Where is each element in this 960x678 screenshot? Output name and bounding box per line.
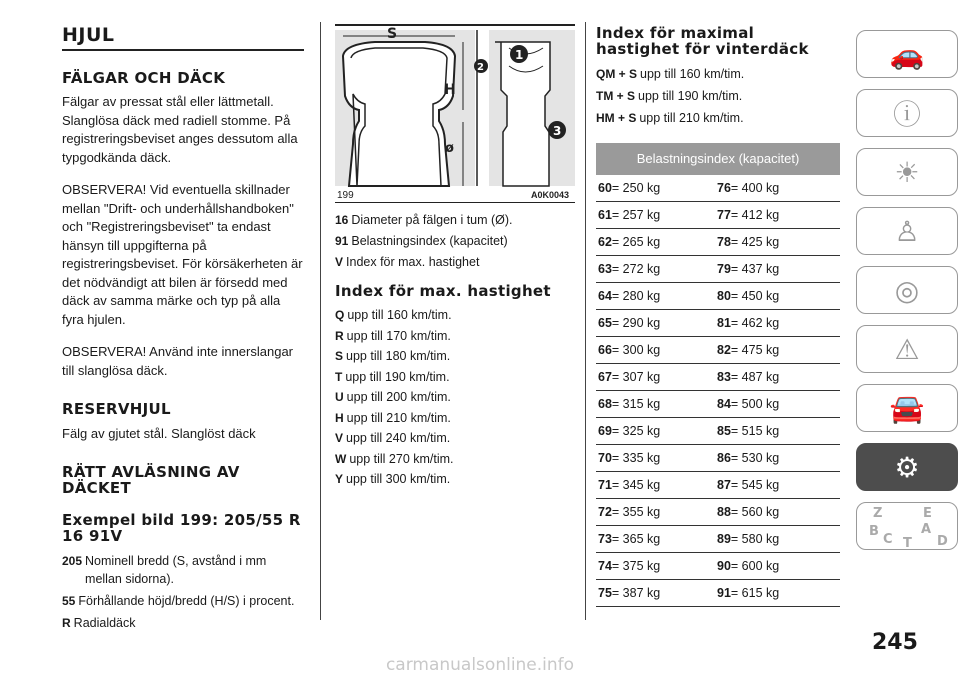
- steering-wheel-icon: ◎: [894, 273, 920, 307]
- table-row: [596, 553, 840, 580]
- section-title-exempel: Exempel bild 199: 205/55 R 16 91V: [62, 510, 301, 545]
- load-index: 76: [717, 181, 731, 195]
- load-index: 84: [717, 397, 731, 411]
- definition-item: [335, 449, 575, 470]
- load-cell-right: [717, 262, 779, 276]
- load-value: = 290 kg: [611, 316, 661, 330]
- car-emergency-icon: ⚠: [894, 332, 920, 366]
- definition-item: [596, 63, 840, 85]
- definition-key: 91: [335, 234, 349, 248]
- load-value: = 315 kg: [611, 397, 661, 411]
- definition-value: Diameter på fälgen i tum (Ø).: [351, 213, 513, 227]
- definition-value: upp till 170 km/tim.: [346, 328, 451, 343]
- load-cell-left: [596, 370, 717, 384]
- load-index-table: [596, 143, 840, 607]
- load-value: = 545 kg: [730, 478, 780, 492]
- tire-figure: [335, 24, 575, 203]
- table-row: [596, 202, 840, 229]
- observera-2: OBSERVERA! Använd inte innerslangar till slanglösa däck.: [62, 344, 294, 378]
- definition-key: V: [335, 255, 344, 269]
- table-row: [596, 499, 840, 526]
- load-index: 69: [598, 424, 612, 438]
- falgar-text: Fälgar av pressat stål eller lättmetall. Slanglösa däck med radiell stomme. På registreringsbeviset anges dessutom alla typgodkända däck.: [62, 94, 298, 165]
- definition-item: [335, 305, 575, 326]
- load-value: = 325 kg: [611, 424, 661, 438]
- definition-key: V: [335, 431, 344, 445]
- load-index: 91: [717, 586, 731, 600]
- index-letter: C: [883, 532, 893, 547]
- index-letter: T: [903, 536, 912, 551]
- load-index: 89: [717, 532, 731, 546]
- load-cell-right: [717, 397, 779, 411]
- load-cell-right: [717, 451, 779, 465]
- definition-item: [335, 253, 575, 271]
- definition-key: R: [335, 328, 344, 343]
- load-cell-right: [717, 208, 779, 222]
- car-service-icon: 🚘: [889, 391, 925, 425]
- column-1: [62, 0, 304, 636]
- callout-2: 2: [477, 62, 484, 73]
- load-cell-right: [717, 586, 779, 600]
- section-title-speed: Index för max. hastighet: [335, 282, 551, 300]
- load-value: = 580 kg: [730, 532, 780, 546]
- definition-value: upp till 160 km/tim.: [347, 308, 452, 322]
- column-divider-2: [585, 22, 586, 620]
- load-value: = 412 kg: [730, 208, 780, 222]
- load-value: = 530 kg: [730, 451, 780, 465]
- definition-item: [596, 85, 840, 107]
- table-row: [596, 229, 840, 256]
- definition-key: 16: [335, 213, 349, 227]
- load-cell-left: [596, 505, 717, 519]
- definition-item: [335, 408, 575, 429]
- load-index: 62: [598, 235, 612, 249]
- load-value: = 515 kg: [730, 424, 780, 438]
- load-value: = 365 kg: [611, 532, 661, 546]
- load-cell-right: [717, 559, 779, 573]
- definition-value: Index för max. hastighet: [346, 255, 480, 269]
- load-value: = 375 kg: [611, 559, 661, 573]
- definition-value: upp till 190 km/tim.: [345, 369, 450, 384]
- load-index: 66: [598, 343, 612, 357]
- load-index: 74: [598, 559, 612, 573]
- load-index: 71: [598, 478, 612, 492]
- load-cell-left: [596, 397, 717, 411]
- load-value: = 250 kg: [611, 181, 661, 195]
- load-cell-left: [596, 424, 717, 438]
- definition-item: [335, 346, 575, 367]
- definition-value: upp till 210 km/tim.: [639, 111, 744, 125]
- table-row: [596, 472, 840, 499]
- car-key-icon: 🚗: [889, 37, 925, 71]
- definition-value: Radialdäck: [73, 615, 136, 630]
- load-value: = 307 kg: [611, 370, 661, 384]
- callout-1: 1: [515, 48, 524, 62]
- definition-item: [335, 428, 575, 449]
- alphabet-index-icon: [867, 506, 948, 551]
- load-cell-right: [717, 316, 779, 330]
- table-row: [596, 526, 840, 553]
- sidebar-tab-8[interactable]: [856, 443, 958, 491]
- load-value: = 425 kg: [730, 235, 780, 249]
- load-cell-left: [596, 208, 717, 222]
- warning-lights-icon: ☀: [894, 155, 920, 189]
- load-cell-right: [717, 289, 779, 303]
- table-header: Belastningsindex (kapacitet): [596, 143, 840, 175]
- load-value: = 487 kg: [730, 370, 780, 384]
- sidebar-tab-1[interactable]: [856, 30, 958, 78]
- load-index: 64: [598, 289, 612, 303]
- observera-1: OBSERVERA! Vid eventuella skillnader mellan "Drift- och underhållshandboken" och "Registreringsbeviset" ta endast hänsyn till uppgifterna på registreringsbeviset. För körsäkerheten är det nödvändigt att bilen är försedd med däck av samma märke och typ på alla fyra hjulen.: [62, 182, 303, 327]
- definition-key: H: [335, 410, 344, 425]
- column-3: [596, 0, 840, 607]
- definition-key: TM + S: [596, 89, 636, 103]
- load-value: = 500 kg: [730, 397, 780, 411]
- table-row: [596, 256, 840, 283]
- definition-key: W: [335, 451, 347, 466]
- label-o: ø: [445, 141, 454, 156]
- page-title: HJUL: [62, 24, 115, 46]
- load-index: 90: [717, 559, 731, 573]
- load-index: 80: [717, 289, 731, 303]
- index-letter: D: [937, 534, 948, 549]
- section-title-winter: Index för maximal hastighet för vinterdäck: [596, 24, 809, 58]
- load-index: 85: [717, 424, 731, 438]
- load-value: = 615 kg: [730, 586, 780, 600]
- column-2: [335, 0, 575, 490]
- load-cell-left: [596, 181, 717, 195]
- index-letter: E: [923, 506, 932, 521]
- reserv-text: Fälg av gjutet stål. Slanglöst däck: [62, 426, 256, 441]
- load-index: 72: [598, 505, 612, 519]
- load-cell-right: [717, 532, 779, 546]
- definition-value: upp till 190 km/tim.: [638, 89, 743, 103]
- title-rule: [62, 49, 304, 51]
- load-value: = 475 kg: [730, 343, 780, 357]
- definition-value: upp till 200 km/tim.: [346, 390, 451, 404]
- load-cell-right: [717, 424, 779, 438]
- definition-key: 205: [62, 553, 83, 568]
- load-value: = 437 kg: [730, 262, 780, 276]
- load-cell-left: [596, 559, 717, 573]
- definition-value: Förhållande höjd/bredd (H/S) i procent.: [78, 593, 295, 608]
- load-index: 86: [717, 451, 731, 465]
- definition-item: [596, 107, 840, 129]
- definition-item: [62, 614, 304, 632]
- definition-value: upp till 180 km/tim.: [346, 349, 451, 363]
- load-cell-left: [596, 532, 717, 546]
- load-index: 81: [717, 316, 731, 330]
- load-value: = 257 kg: [611, 208, 661, 222]
- section-title-ratt: RÄTT AVLÄSNING AV DÄCKET: [62, 462, 240, 497]
- load-value: = 280 kg: [611, 289, 661, 303]
- definition-key: U: [335, 390, 344, 404]
- load-value: = 560 kg: [730, 505, 780, 519]
- load-value: = 335 kg: [611, 451, 661, 465]
- figure-code: A0K0043: [531, 190, 570, 200]
- sidebar-tab-3[interactable]: [856, 148, 958, 196]
- load-index: 75: [598, 586, 612, 600]
- definition-value: upp till 300 km/tim.: [346, 472, 451, 486]
- load-index: 63: [598, 262, 612, 276]
- definition-item: [335, 211, 575, 229]
- definition-key: S: [335, 349, 344, 363]
- load-cell-right: [717, 370, 779, 384]
- load-index: 70: [598, 451, 612, 465]
- table-row: [596, 310, 840, 337]
- sidebar-tab-2[interactable]: [856, 89, 958, 137]
- load-value: = 450 kg: [730, 289, 780, 303]
- column-divider-1: [320, 22, 321, 620]
- table-row: [596, 175, 840, 202]
- table-row: [596, 283, 840, 310]
- sidebar-tab-9[interactable]: [856, 502, 958, 550]
- airbag-seat-icon: ♙: [894, 214, 920, 248]
- section-title-falgar: FÄLGAR OCH DÄCK: [62, 69, 226, 87]
- load-index: 82: [717, 343, 731, 357]
- load-cell-right: [717, 343, 779, 357]
- definition-value: upp till 240 km/tim.: [346, 431, 451, 445]
- definition-item: [335, 367, 575, 388]
- load-cell-left: [596, 343, 717, 357]
- definition-key: T: [335, 369, 343, 384]
- speed-index-list: [335, 305, 575, 490]
- definition-item: [335, 469, 575, 490]
- definition-key: HM + S: [596, 111, 637, 125]
- definition-value: upp till 210 km/tim.: [346, 410, 451, 425]
- figure-number: 199: [337, 190, 354, 201]
- definition-item: [62, 552, 304, 588]
- definition-key: Y: [335, 472, 344, 486]
- load-cell-right: [717, 505, 779, 519]
- callout-3: 3: [553, 124, 562, 138]
- index-letter: B: [869, 524, 879, 539]
- definition-key: R: [62, 615, 71, 630]
- load-cell-left: [596, 451, 717, 465]
- table-row: [596, 337, 840, 364]
- table-body: [596, 175, 840, 607]
- load-value: = 300 kg: [611, 343, 661, 357]
- tire-cross-section-diagram: [335, 26, 575, 202]
- definition-item: [335, 232, 575, 250]
- page-number: 245: [872, 630, 918, 655]
- definition-value: Belastningsindex (kapacitet): [351, 234, 508, 248]
- sidebar-tab-6[interactable]: [856, 325, 958, 373]
- load-index: 77: [717, 208, 731, 222]
- winter-speed-list: [596, 63, 840, 129]
- footer-watermark: carmanualsonline.info: [385, 655, 575, 675]
- label-s: S: [387, 26, 398, 42]
- index-letter: Z: [873, 506, 883, 521]
- definition-value: upp till 270 km/tim.: [349, 451, 454, 466]
- definition-value: Nominell bredd (S, avstånd i mm mellan sidorna).: [85, 553, 267, 586]
- load-cell-right: [717, 235, 779, 249]
- definition-key: Q: [335, 308, 345, 322]
- load-cell-left: [596, 289, 717, 303]
- definition-value: upp till 160 km/tim.: [640, 67, 745, 81]
- load-cell-right: [717, 478, 779, 492]
- load-index: 83: [717, 370, 731, 384]
- example-definitions: [62, 552, 304, 632]
- load-value: = 265 kg: [611, 235, 661, 249]
- load-value: = 355 kg: [611, 505, 661, 519]
- load-value: = 400 kg: [730, 181, 780, 195]
- sidebar-tab-5[interactable]: [856, 266, 958, 314]
- load-value: = 345 kg: [611, 478, 661, 492]
- label-h: H: [444, 82, 456, 98]
- load-index: 73: [598, 532, 612, 546]
- load-index: 78: [717, 235, 731, 249]
- section-title-reserv: RESERVHJUL: [62, 400, 171, 418]
- load-cell-left: [596, 235, 717, 249]
- table-row: [596, 391, 840, 418]
- load-value: = 600 kg: [730, 559, 780, 573]
- sidebar-tab-7[interactable]: [856, 384, 958, 432]
- load-index: 87: [717, 478, 731, 492]
- definition-item: [335, 326, 575, 347]
- table-row: [596, 445, 840, 472]
- load-cell-left: [596, 586, 717, 600]
- load-cell-left: [596, 316, 717, 330]
- load-index: 79: [717, 262, 731, 276]
- definition-key: 55: [62, 593, 76, 608]
- load-cell-left: [596, 262, 717, 276]
- table-row: [596, 580, 840, 607]
- load-index: 68: [598, 397, 612, 411]
- load-value: = 462 kg: [730, 316, 780, 330]
- load-cell-right: [717, 181, 779, 195]
- load-value: = 272 kg: [611, 262, 661, 276]
- load-index: 67: [598, 370, 612, 384]
- size-definitions: [335, 211, 575, 271]
- load-cell-left: [596, 478, 717, 492]
- definition-item: [62, 592, 304, 610]
- table-row: [596, 418, 840, 445]
- load-index: 65: [598, 316, 612, 330]
- technical-data-icon: ⚙: [894, 450, 920, 484]
- definition-item: [335, 387, 575, 408]
- sidebar-tab-4[interactable]: [856, 207, 958, 255]
- load-index: 88: [717, 505, 731, 519]
- definition-key: QM + S: [596, 67, 638, 81]
- load-index: 61: [598, 208, 612, 222]
- index-letter: A: [921, 522, 932, 537]
- load-index: 60: [598, 181, 612, 195]
- table-row: [596, 364, 840, 391]
- load-value: = 387 kg: [611, 586, 661, 600]
- car-info-icon: ⓘ: [892, 98, 921, 131]
